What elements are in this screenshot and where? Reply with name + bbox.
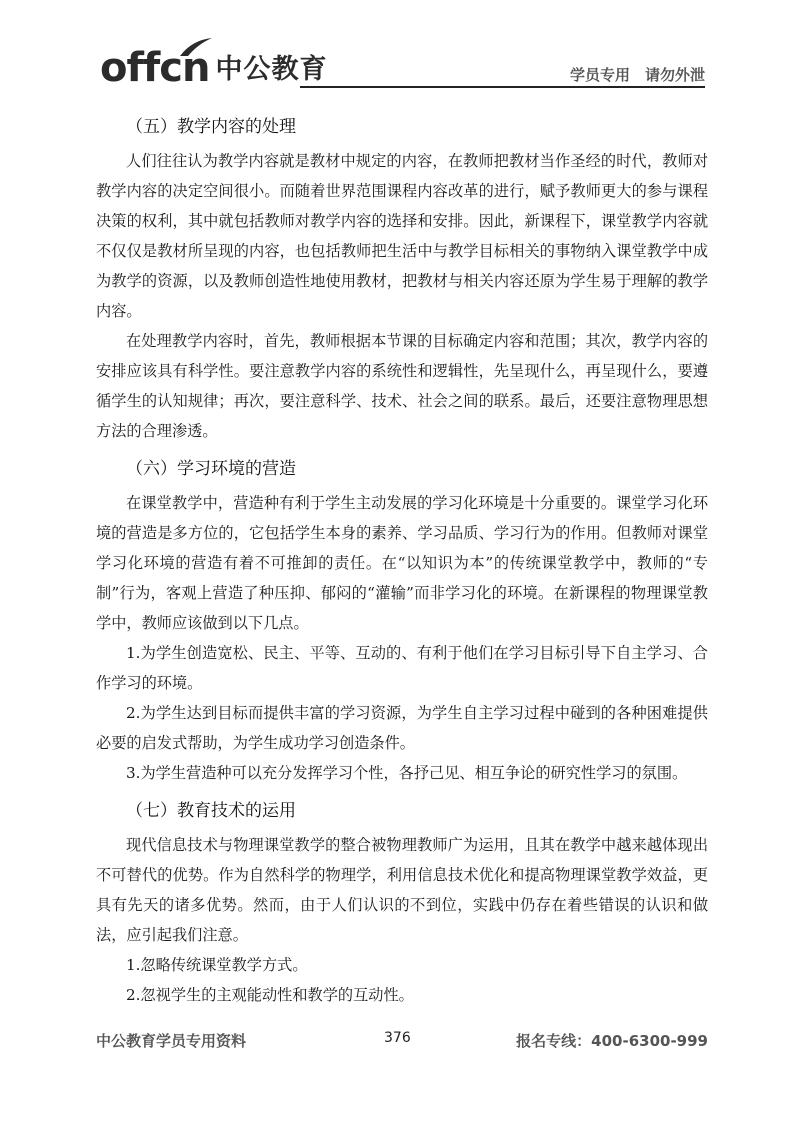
header-note: 学员专用 请勿外泄 — [569, 66, 705, 84]
logo-chinese-name: 中公教育 — [215, 54, 328, 85]
paragraph: 人们往往认为教学内容就是教材中规定的内容，在教师把教材当作圣经的时代，教师对教学内容的决定空间很小。而随着世界范围课程内容改革的进行，赋予教师更大的参与课程决策的权利，其中就包括教师对教学内容的选择和安排。因此，新课程下，课堂教学内容就不仅仅是教材所呈现的内容，也包括教师把生活中与教学目标相关的事物纳入课堂教学中成为教学的资源，以及教师创造性地使用教材，把教材与相关内容还原为学生易于理解的教学内容。 — [96, 152, 708, 320]
paragraph: 在课堂教学中，营造种有利于学生主动发展的学习化环境是十分重要的。课堂学习化环境的营造是多方位的，它包括学生本身的素养、学习品质、学习行为的作用。但教师对课堂学习化环境的营造有着不可推卸的责任。在“以知识为本”的传统课堂教学中，教师的“专制”行为，客观上营造了种压抑、郁闷的“灌输”而非学习化的环境。在新课程的物理课堂教学中，教师应该做到以下几点。 — [96, 494, 708, 632]
document-body — [96, 108, 708, 1010]
paragraph: 现代信息技术与物理课堂教学的整合被物理教师广为运用，且其在教学中越来越体现出不可替代的优势。作为自然科学的物理学，利用信息技术优化和提高物理课堂教学效益，更具有先天的诸多优势。然而，由于人们认识的不到位，实践中仍存在着些错误的认识和做法，应引起我们注意。 — [96, 836, 708, 944]
footer-hotline: 报名专线：400-6300-999 — [516, 1032, 708, 1050]
list-item: 3.为学生营造种可以充分发挥学习个性，各抒己见、相互争论的研究性学习的氛围。 — [126, 764, 688, 782]
section-heading: （七）教育技术的运用 — [126, 801, 296, 821]
list-item: 1.为学生创造宽松、民主、平等、互动的、有利于他们在学习目标引导下自主学习、合作学习的环境。 — [96, 644, 708, 692]
list-item: 1.忽略传统课堂教学方式。 — [126, 956, 308, 974]
page-footer — [96, 1030, 708, 1054]
section-heading: （五）教学内容的处理 — [126, 117, 296, 137]
logo-swoosh-icon — [178, 36, 214, 58]
paragraph: 在处理教学内容时，首先，教师根据本节课的目标确定内容和范围；其次，教学内容的安排应该具有科学性。要注意教学内容的系统性和逻辑性，先呈现什么，再呈现什么，要遵循学生的认知规律；再次，要注意科学、技术、社会之间的联系。最后，还要注意物理思想方法的合理渗透。 — [96, 332, 708, 440]
page-header — [0, 0, 800, 100]
footer-left-text: 中公教育学员专用资料 — [96, 1032, 247, 1050]
list-item: 2.为学生达到目标而提供丰富的学习资源，为学生自主学习过程中碰到的各种困难提供必要的启发式帮助，为学生成功学习创造条件。 — [96, 704, 708, 752]
offcn-logo — [100, 45, 328, 91]
page-number: 376 — [384, 1030, 411, 1046]
header-rule — [300, 86, 705, 88]
logo-wordmark: offcn — [100, 45, 210, 91]
list-item: 2.忽视学生的主观能动性和教学的互动性。 — [126, 986, 414, 1004]
section-teaching-content — [96, 108, 708, 446]
section-educational-technology — [96, 792, 708, 1010]
section-learning-environment — [96, 450, 708, 788]
section-heading: （六）学习环境的营造 — [126, 459, 296, 479]
